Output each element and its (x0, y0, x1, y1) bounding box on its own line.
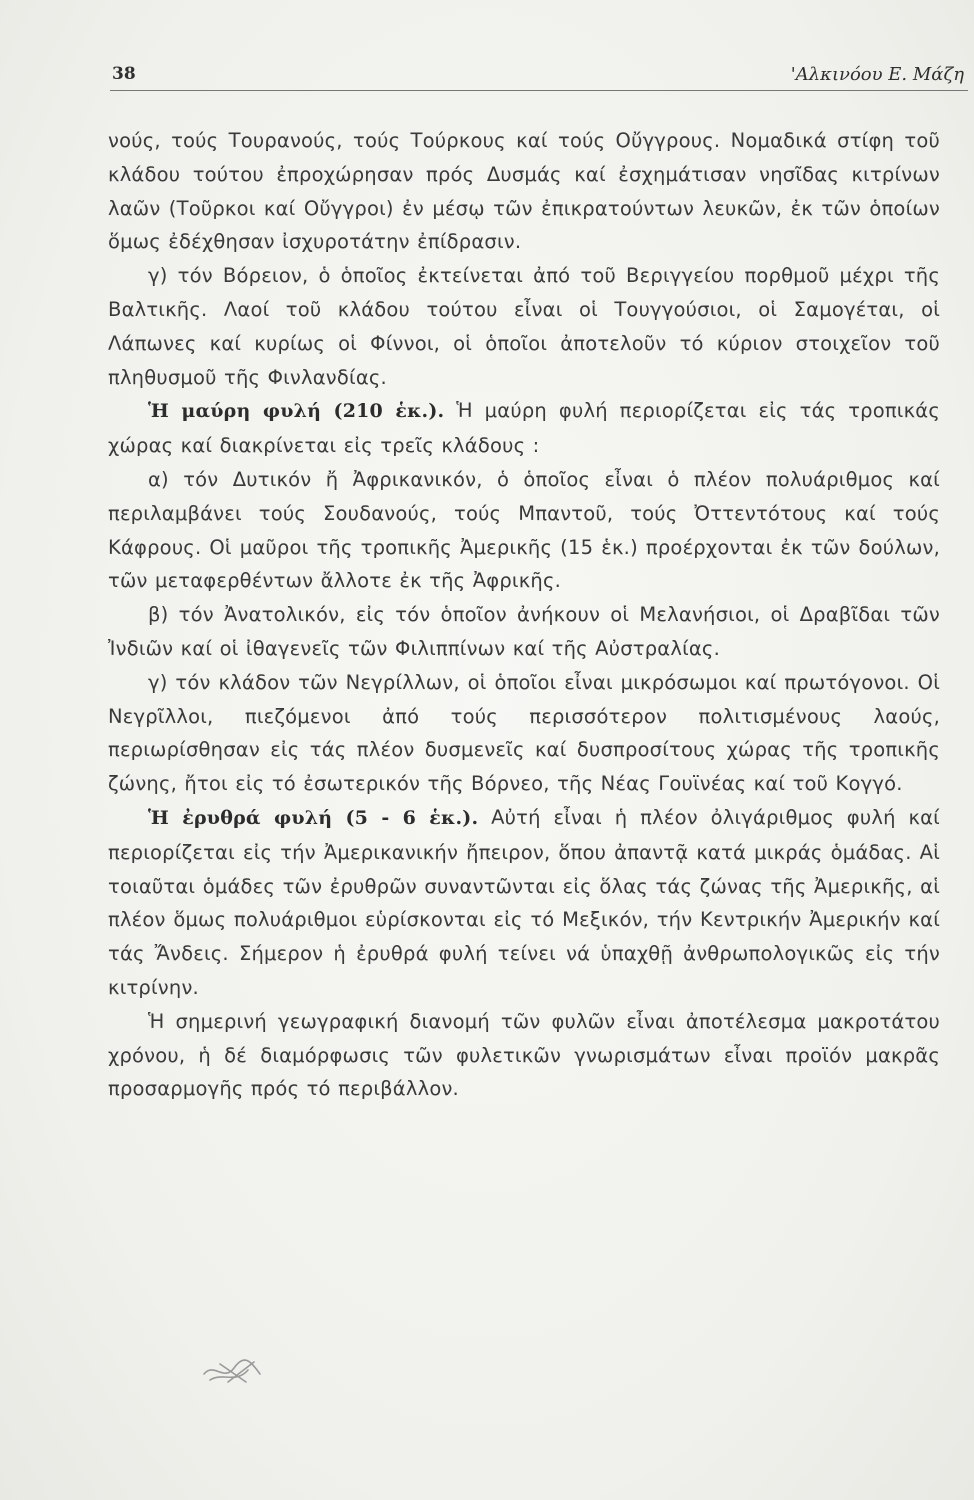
header-rule (110, 90, 968, 91)
paragraph-text: α) τόν Δυτικόν ἤ Ἀφρικανικόν, ὁ ὁποῖος εἶναι ὁ πλέον πολυάριθμος καί περιλαμβάνει τούς Σουδανούς, τούς Μπαντοῦ, τούς Ὀττεντότους καί τούς Κάφρους. Οἱ μαῦροι τῆς τροπικῆς Ἀμερικῆς (15 ἑκ.) προέρχονται ἐκ τῶν δούλων, τῶν μεταφερθέντων ἄλλοτε ἐκ τῆς Ἀφρικῆς. (108, 467, 940, 593)
paragraph-text: γ) τόν κλάδον τῶν Νεγρίλλων, οἱ ὁποῖοι εἶναι μικρόσωμοι καί πρωτόγονοι. Οἱ Νεγρῖλλοι, πιεζόμενοι ἀπό τούς περισσότερον πολιτισμένους λαούς, περιωρίσθησαν εἰς τάς πλέον δυσμενεῖς καί δυσπροσίτους χώρας τῆς τροπικῆς ζώνης, ἤτοι εἰς τό ἐσωτερικόν τῆς Βόρνεο, τῆς Νέας Γουϊνέας καί τοῦ Κογγό. (108, 670, 940, 796)
running-title: 'Αλκινόου Ε. Μάζη (790, 64, 964, 85)
paragraph-text: Αὐτή εἶναι ἡ πλέον ὀλιγάριθμος φυλή καί περιορίζεται εἰς τήν Ἀμερικανικήν ἤπειρον, ὅπου ἀπαντᾷ κατά μικράς ὁμάδας. Αἱ τοιαῦται ὁμάδες τῶν ἐρυθρῶν συναντῶνται εἰς ὅλας τάς ζώνας τῆς Ἀμερικῆς, αἱ πλέον ὅμως πολυάριθμοι εὑρίσκονται εἰς τό Μεξικόν, τήν Κεντρικήν Ἀμερικήν καί τάς Ἄνδεις. Σήμερον ἡ ἐρυθρά φυλή τείνει νά ὑπαχθῇ ἀνθρωπολογικῶς εἰς τήν κιτρίνην. (108, 805, 940, 999)
body-text (108, 124, 940, 1106)
paragraph-text: β) τόν Ἀνατολικόν, εἰς τόν ὁποῖον ἀνήκουν οἱ Μελανήσιοι, οἱ Δραβῖδαι τῶν Ἰνδιῶν καί οἱ ἰθαγενεῖς τῶν Φιλιππίνων καί τῆς Αὐστραλίας. (108, 603, 940, 660)
paragraph-text: γ) τόν Βόρειον, ὁ ὁποῖος ἐκτείνεται ἀπό τοῦ Βεριγγείου πορθμοῦ μέχρι τῆς Βαλτικῆς. Λαοί τοῦ κλάδου τούτου εἶναι οἱ Τουγγούσιοι, οἱ Σαμογέται, οἱ Λάπωνες καί κυρίως οἱ Φίννοι, οἱ ὁποῖοι ἀποτελοῦν τό κύριον στοιχεῖον τοῦ πληθυσμοῦ τῆς Φινλανδίας. (108, 264, 940, 389)
paragraph (108, 259, 940, 394)
pencil-scribble-mark (200, 1352, 270, 1388)
paragraph (108, 598, 940, 666)
paragraph-text: νούς, τούς Τουρανούς, τούς Τούρκους καί τούς Οὔγγρους. Νομαδικά στίφη τοῦ κλάδου τούτου ἐπροχώρησαν πρός Δυσμάς καί ἐσχημάτισαν νησῖδας κιτρίνων λαῶν (Τοῦρκοι καί Οὔγγροι) ἐν μέσῳ τῶν ἐπικρατούντων λευκῶν, ἐκ τῶν ὁποίων ὅμως ἐδέχθησαν ἰσχυροτάτην ἐπίδρασιν. (108, 129, 940, 254)
paragraph (108, 124, 940, 259)
paragraph-text: Ἡ σημερινή γεωγραφική διανομή τῶν φυλῶν εἶναι ἀποτέλεσμα μακροτάτου χρόνου, ἡ δέ διαμόρφωσις τῶν φυλετικῶν γνωρισμάτων εἶναι προϊόν μακρᾶς προσαρμογῆς πρός τό περιβάλλον. (108, 1009, 940, 1101)
page-header (100, 60, 974, 100)
paragraph (108, 666, 940, 801)
paragraph (108, 1005, 940, 1106)
paragraph (108, 394, 940, 463)
section-heading: Ἡ ἐρυθρά φυλή (5 - 6 ἑκ.). (148, 806, 479, 829)
section-heading: Ἡ μαύρη φυλή (210 ἑκ.). (148, 400, 445, 423)
paragraph-text: Ἡ μαύρη φυλή περιορίζεται εἰς τάς τροπικάς χώρας καί διακρίνεται εἰς τρεῖς κλάδους : (108, 399, 940, 458)
paragraph (108, 801, 940, 1005)
page-number: 38 (112, 64, 136, 84)
paragraph (108, 463, 940, 598)
